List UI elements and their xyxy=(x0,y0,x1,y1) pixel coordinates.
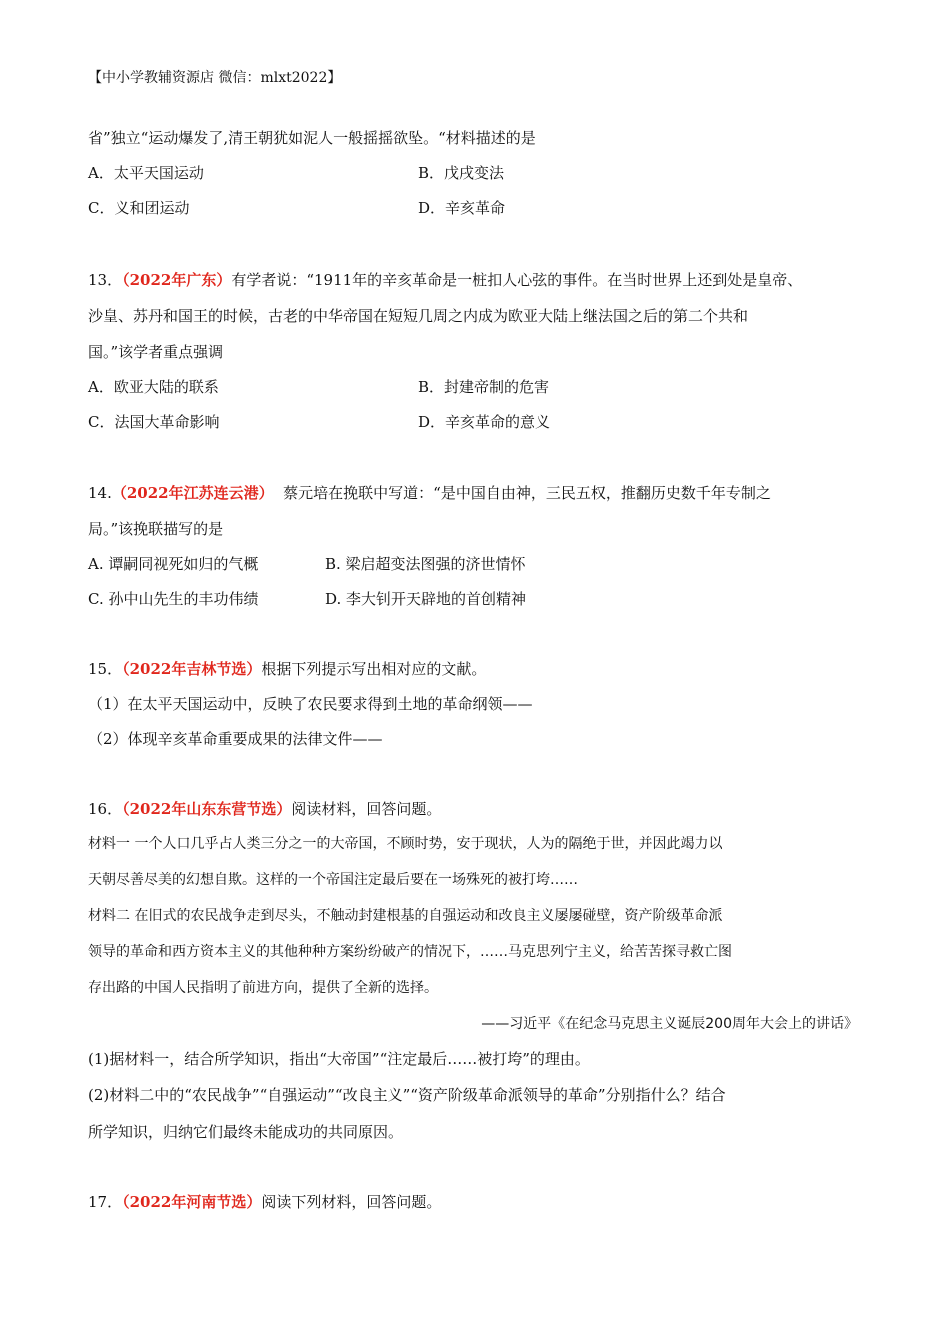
q13-option-c: C．法国大革命影响 xyxy=(88,413,220,431)
q16-material-line-5: 存出路的中国人民指明了前进方向，提供了全新的选择。 xyxy=(88,980,438,996)
q16-material-line-1: 材料一 一个人口几乎占人类三分之一的大帝国，不顾时势，安于现状，人为的隔绝于世，并因此竭力以 xyxy=(88,836,723,852)
q17-stem xyxy=(88,1192,441,1212)
q13-stem-line-1 xyxy=(88,270,802,290)
q14-option-b: B. 梁启超变法图强的济世情怀 xyxy=(325,555,526,573)
q14-option-d: D. 李大钊开天辟地的首创精神 xyxy=(325,590,527,608)
q14-option-c: C. 孙中山先生的丰功伟绩 xyxy=(88,590,259,608)
q13-option-d: D．辛亥革命的意义 xyxy=(418,413,551,431)
q14-stem-line-1 xyxy=(88,483,771,503)
q13-stem-line-2: 沙皇、苏丹和国王的时候，古老的中华帝国在短短几周之内成为欧亚大陆上继法国之后的第二个共和 xyxy=(88,307,749,325)
q12-option-a: A．太平天国运动 xyxy=(88,164,204,182)
q12-option-b: B．戊戌变法 xyxy=(418,164,505,182)
q13-text-1: 有学者说：“1911年的辛亥革命是一桩扣人心弦的事件。在当时世界上还到处是皇帝、 xyxy=(231,271,803,289)
q16-question-2: (2)材料二中的“农民战争”“自强运动”“改良主义”“资产阶级革命派领导的革命”分别指什么？结合 xyxy=(88,1086,726,1104)
q14-stem-line-2: 局。”该挽联描写的是 xyxy=(88,520,224,538)
q17-text: 阅读下列材料，回答问题。 xyxy=(261,1193,442,1211)
q17-source: （2022年河南节选） xyxy=(122,1193,262,1211)
q14-source: （2022年江苏连云港） xyxy=(111,484,274,502)
q15-number: 15． xyxy=(88,660,123,678)
q15-stem xyxy=(88,659,486,679)
q16-question-2-cont: 所学知识，归纳它们最终未能成功的共同原因。 xyxy=(88,1123,404,1141)
q15-text: 根据下列提示写出相对应的文献。 xyxy=(261,660,487,678)
q14-text-1: 蔡元培在挽联中写道：“是中国自由神，三民五权，推翻历史数千年专制之 xyxy=(273,484,771,502)
q16-question-1: (1)据材料一，结合所学知识，指出“大帝国”“注定最后……被打垮”的理由。 xyxy=(88,1050,590,1068)
q17-number: 17． xyxy=(88,1193,123,1211)
q16-source: （2022年山东东营节选） xyxy=(122,800,292,818)
q12-option-c: C．义和团运动 xyxy=(88,199,190,217)
q16-material-line-3: 材料二 在旧式的农民战争走到尽头，不触动封建根基的自强运动和改良主义屡屡碰壁，资产阶级革命派 xyxy=(88,908,723,924)
q13-option-a: A．欧亚大陆的联系 xyxy=(88,378,219,396)
q13-stem-line-3: 国。”该学者重点强调 xyxy=(88,343,224,361)
q16-material-line-2: 天朝尽善尽美的幻想自欺。这样的一个帝国注定最后要在一场殊死的被打垮…… xyxy=(88,872,578,888)
q16-attribution: ——习近平《在纪念马克思主义诞辰200周年大会上的讲话》 xyxy=(481,1016,858,1032)
q13-number: 13． xyxy=(88,271,123,289)
q15-item-2: （2）体现辛亥革命重要成果的法律文件—— xyxy=(88,730,383,748)
q16-number: 16． xyxy=(88,800,123,818)
q12-option-d: D．辛亥革命 xyxy=(418,199,506,217)
q13-source: （2022年广东） xyxy=(122,271,232,289)
q14-option-a: A. 谭嗣同视死如归的气概 xyxy=(88,555,259,573)
q16-text: 阅读材料，回答问题。 xyxy=(291,800,442,818)
q15-item-1: （1）在太平天国运动中，反映了农民要求得到土地的革命纲领—— xyxy=(88,695,533,713)
q12-stem: 省”独立“运动爆发了,清王朝犹如泥人一般摇摇欲坠。“材料描述的是 xyxy=(88,129,536,147)
q16-material-line-4: 领导的革命和西方资本主义的其他种种方案纷纷破产的情况下，……马克思列宁主义，给苦苦探寻救亡图 xyxy=(88,944,732,960)
q16-stem xyxy=(88,799,441,819)
q14-number: 14. xyxy=(88,484,112,502)
q15-source: （2022年吉林节选） xyxy=(122,660,262,678)
page-header: 【中小学教辅资源店 微信：mlxt2022】 xyxy=(88,70,342,86)
q13-option-b: B．封建帝制的危害 xyxy=(418,378,550,396)
